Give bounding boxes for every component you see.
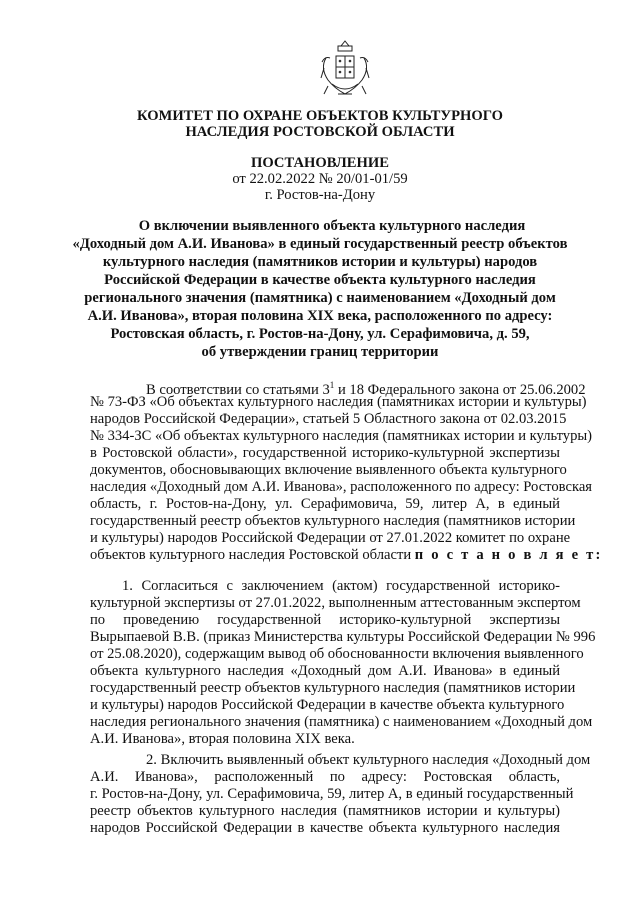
item1-line: культурной экспертизы от 27.01.2022, выполненным аттестованным экспертом <box>90 595 581 611</box>
doc-city: г. Ростов-на-Дону <box>264 187 376 203</box>
item1-line: от 25.08.2020), содержащим вывод об обоснованности включения выявленного <box>90 646 584 662</box>
title-line: регионального значения (памятника) с наименованием «Доходный дом <box>84 290 556 306</box>
doc-date-number: от 22.02.2022 № 20/01-01/59 <box>232 171 408 187</box>
preamble-line: наследия «Доходный дом А.И. Иванова», расположенного по адресу: Ростовская <box>90 479 593 495</box>
item1-line: объекта культурного наследия «Доходный дом А.И. Иванова» в единый <box>90 663 560 679</box>
preamble-line: государственный реестр объектов культурного наследия (памятников истории <box>90 513 576 529</box>
preamble-line: область, г. Ростов-на-Дону, ул. Серафимовича, 59, литер А, в единый <box>90 496 560 512</box>
item1-line: А.И. Иванова», вторая половина XIX века. <box>90 731 355 747</box>
item1-line: наследия регионального значения (памятника) с наименованием «Доходный дом <box>90 714 593 730</box>
doc-type: ПОСТАНОВЛЕНИЕ <box>251 155 389 171</box>
preamble-line: № 73-ФЗ «Об объектах культурного наследия (памятниках истории и культуры) <box>90 394 587 410</box>
item2-line: А.И. Иванова», расположенный по адресу: Ростовская область, <box>90 769 560 785</box>
item1-line: и культуры) народов Российской Федерации в качестве объекта культурного <box>90 697 565 713</box>
title-line: Российской Федерации в качестве объекта культурного наследия <box>104 272 536 288</box>
item1-line: Вырыпаевой В.В. (приказ Министерства культуры Российской Федерации № 996 <box>90 629 596 645</box>
title-line: «Доходный дом А.И. Иванова» в единый государственный реестр объектов <box>72 236 568 252</box>
resolves-word: п о с т а н о в л я е т: <box>414 547 603 563</box>
title-line: А.И. Иванова», вторая половина XIX века, расположенного по адресу: <box>87 308 553 324</box>
item2-line: реестр объектов культурного наследия (памятников истории и культуры) <box>90 803 560 819</box>
item2-line: г. Ростов-на-Дону, ул. Серафимовича, 59, литер А, в единый государственный <box>90 786 574 802</box>
preamble-line: и культуры) народов Российской Федерации от 27.01.2022 комитет по охране <box>90 530 571 546</box>
item1-line: государственный реестр объектов культурного наследия (памятников истории <box>90 680 576 696</box>
item2-line: народов Российской Федерации в качестве объекта культурного наследия <box>90 820 560 836</box>
title-line: О включении выявленного объекта культурного наследия <box>138 218 526 234</box>
item2-line: 2. Включить выявленный объект культурного наследия «Доходный дом <box>146 752 591 768</box>
title-line: Ростовская область, г. Ростов-на-Дону, ул. Серафимовича, д. 59, <box>110 326 530 342</box>
item1-line: по проведению государственной историко-культурной экспертизы <box>90 612 560 628</box>
title-line: культурного наследия (памятников истории и культуры) народов <box>102 254 538 270</box>
preamble-line: документов, обосновывающих включение выявленного объекта культурного <box>90 462 567 478</box>
preamble-line: В соответствии со статьями $3^1$ и 18 Федерального закона от 25.06.2002 <box>146 380 586 398</box>
coat-of-arms-icon <box>318 38 372 100</box>
preamble-line: народов Российской Федерации», статьей 5 Областного закона от 02.03.2015 <box>90 411 567 427</box>
committee-name-line2: НАСЛЕДИЯ РОСТОВСКОЙ ОБЛАСТИ <box>185 124 455 140</box>
preamble-line: № 334-ЗС «Об объектах культурного наследия (памятниках истории и культуры) <box>90 428 593 444</box>
item1-line: 1. Согласиться с заключением (актом) государственной историко- <box>122 578 560 594</box>
title-line: об утверждении границ территории <box>201 344 439 360</box>
preamble-line: объектов культурного наследия Ростовской области п о с т а н о в л я е т: <box>90 547 603 563</box>
committee-name-line1: КОМИТЕТ ПО ОХРАНЕ ОБЪЕКТОВ КУЛЬТУРНОГО <box>136 108 503 124</box>
preamble-line: в Ростовской области», государственной историко-культурной экспертизы <box>90 445 560 461</box>
